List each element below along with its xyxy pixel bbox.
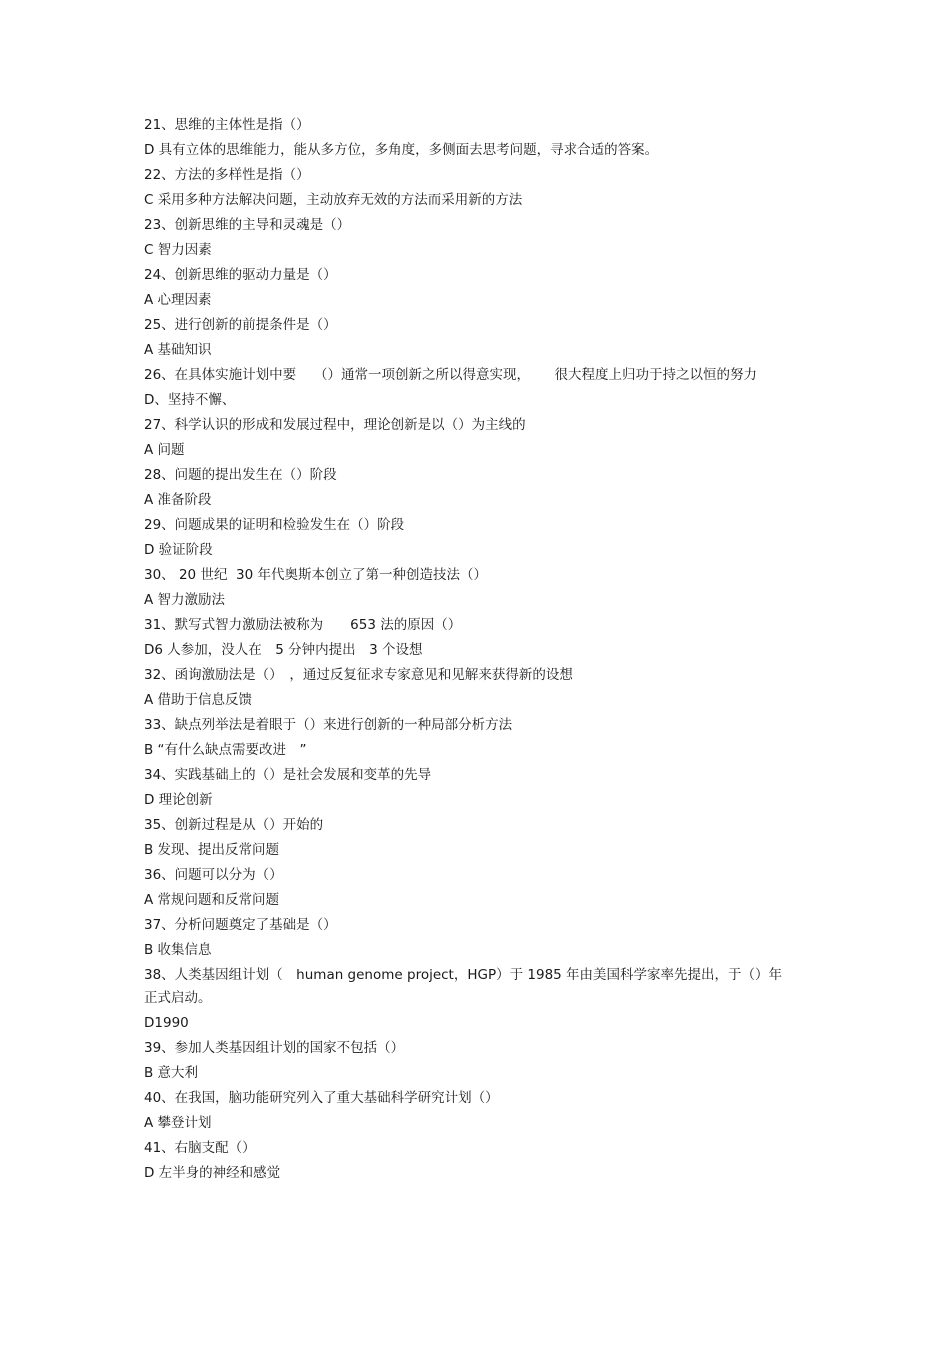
answer-line: D 左半身的神经和感觉 (144, 1165, 281, 1181)
question-line: 39、参加人类基因组计划的国家不包括（） (144, 1040, 405, 1056)
answer-line: B 收集信息 (144, 942, 212, 958)
answer-line: A 常规问题和反常问题 (144, 892, 280, 908)
answer-line: D、坚持不懈、 (144, 392, 236, 408)
document-body (144, 117, 794, 1190)
answer-line: D 理论创新 (144, 792, 213, 808)
question-line: 23、创新思维的主导和灵魂是（） (144, 217, 351, 233)
question-line: 25、进行创新的前提条件是（） (144, 317, 337, 333)
answer-line: A 准备阶段 (144, 492, 212, 508)
answer-line: A 心理因素 (144, 292, 212, 308)
question-line: 34、实践基础上的（）是社会发展和变革的先导 (144, 767, 432, 783)
question-line: 26、在具体实施计划中要 （）通常一项创新之所以得意实现， 很大程度上归功于持之以恒的努力 (144, 367, 758, 383)
answer-line: A 借助于信息反馈 (144, 692, 253, 708)
question-line: 40、在我国，脑功能研究列入了重大基础科学研究计划（） (144, 1090, 499, 1106)
question-line: 37、分析问题奠定了基础是（） (144, 917, 337, 933)
answer-line: D1990 (144, 1015, 189, 1031)
answer-line: A 智力激励法 (144, 592, 226, 608)
answer-line: D 具有立体的思维能力，能从多方位，多角度，多侧面去思考问题，寻求合适的答案。 (144, 142, 659, 158)
answer-line: B “有什么缺点需要改进 ” (144, 742, 307, 758)
question-line: 38、人类基因组计划（ human genome project，HGP）于 1985 年由美国科学家率先提出，于（）年正式启动。 (144, 967, 783, 1006)
question-line: 41、右脑支配（） (144, 1140, 256, 1156)
question-line: 21、思维的主体性是指（） (144, 117, 310, 133)
answer-line: A 攀登计划 (144, 1115, 212, 1131)
question-line: 32、函询激励法是（） ，通过反复征求专家意见和见解来获得新的设想 (144, 667, 573, 683)
question-line: 29、问题成果的证明和检验发生在（）阶段 (144, 517, 405, 533)
question-line: 27、科学认识的形成和发展过程中，理论创新是以（）为主线的 (144, 417, 526, 433)
question-line: 30、 20 世纪 30 年代奥斯本创立了第一种创造技法（） (144, 567, 487, 583)
question-line: 28、问题的提出发生在（）阶段 (144, 467, 337, 483)
question-line: 22、方法的多样性是指（） (144, 167, 310, 183)
answer-line: C 采用多种方法解决问题，主动放弃无效的方法而采用新的方法 (144, 192, 523, 208)
question-line: 36、问题可以分为（） (144, 867, 283, 883)
answer-line: B 意大利 (144, 1065, 199, 1081)
question-line: 31、默写式智力激励法被称为 653 法的原因（） (144, 617, 462, 633)
answer-line: C 智力因素 (144, 242, 212, 258)
answer-line: A 基础知识 (144, 342, 212, 358)
answer-line: A 问题 (144, 442, 185, 458)
answer-line: B 发现、提出反常问题 (144, 842, 280, 858)
question-line: 33、缺点列举法是着眼于（）来进行创新的一种局部分析方法 (144, 717, 513, 733)
answer-line: D 验证阶段 (144, 542, 213, 558)
question-line: 24、创新思维的驱动力量是（） (144, 267, 337, 283)
question-line: 35、创新过程是从（）开始的 (144, 817, 324, 833)
answer-line: D6 人参加，没人在 5 分钟内提出 3 个设想 (144, 642, 423, 658)
